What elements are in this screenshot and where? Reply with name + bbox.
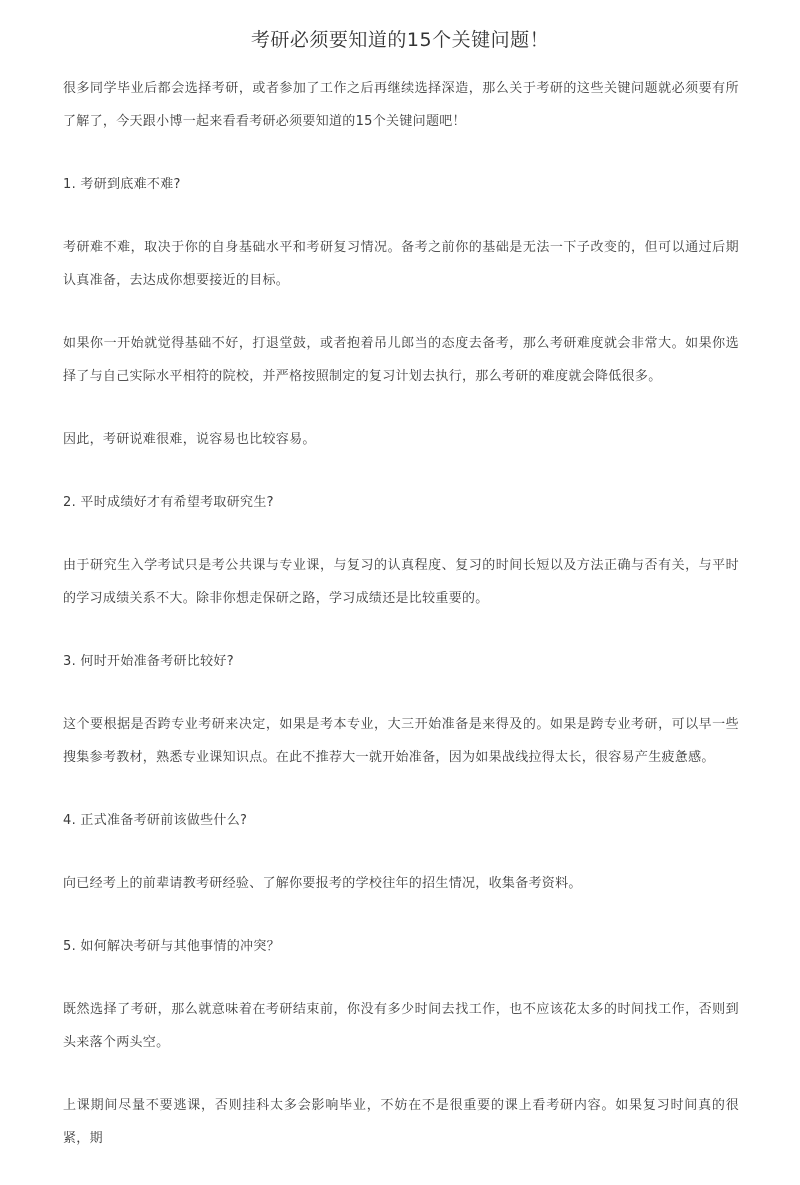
question-3-paragraph-1: 这个要根据是否跨专业考研来决定，如果是考本专业，大三开始准备是来得及的。如果是跨专业考研，可以早一些搜集参考教材，熟悉专业课知识点。在此不推荐大一就开始准备，因为如果战线拉得太长，很容易产生疲惫感。 [63,717,739,765]
article-title: 考研必须要知道的15个关键问题！ [250,29,550,51]
question-1-heading: 1. 考研到底难不难? [63,177,181,192]
question-4-paragraph-1: 向已经考上的前辈请教考研经验、了解你要报考的学校往年的招生情况，收集备考资料。 [63,876,582,891]
question-3-heading: 3. 何时开始准备考研比较好? [63,654,234,669]
question-1-paragraph-1: 考研难不难，取决于你的自身基础水平和考研复习情况。备考之前你的基础是无法一下子改变的，但可以通过后期认真准备，去达成你想要接近的目标。 [63,240,739,288]
question-5-paragraph-2: 上课期间尽量不要逃课，否则挂科太多会影响毕业，不妨在不是很重要的课上看考研内容。如果复习时间真的很紧，期 [63,1098,739,1146]
question-5-heading: 5. 如何解决考研与其他事情的冲突？ [63,939,280,954]
question-2-heading: 2. 平时成绩好才有希望考取研究生? [63,495,274,510]
question-2-paragraph-1: 由于研究生入学考试只是考公共课与专业课，与复习的认真程度、复习的时间长短以及方法正确与否有关，与平时的学习成绩关系不大。除非你想走保研之路，学习成绩还是比较重要的。 [63,558,739,606]
question-5-paragraph-1: 既然选择了考研，那么就意味着在考研结束前，你没有多少时间去找工作，也不应该花太多的时间找工作，否则到头来落个两头空。 [63,1002,739,1050]
question-1-paragraph-2: 如果你一开始就觉得基础不好，打退堂鼓，或者抱着吊儿郎当的态度去备考，那么考研难度就会非常大。如果你选择了与自己实际水平相符的院校，并严格按照制定的复习计划去执行，那么考研的难度就会降低很多。 [63,336,739,384]
question-4-heading: 4. 正式准备考研前该做些什么? [63,813,248,828]
question-1-paragraph-3: 因此，考研说难很难，说容易也比较容易。 [63,432,316,447]
article-body [63,72,739,1185]
intro-paragraph: 很多同学毕业后都会选择考研，或者参加了工作之后再继续选择深造，那么关于考研的这些关键问题就必须要有所了解了，今天跟小博一起来看看考研必须要知道的15个关键问题吧！ [63,81,739,129]
